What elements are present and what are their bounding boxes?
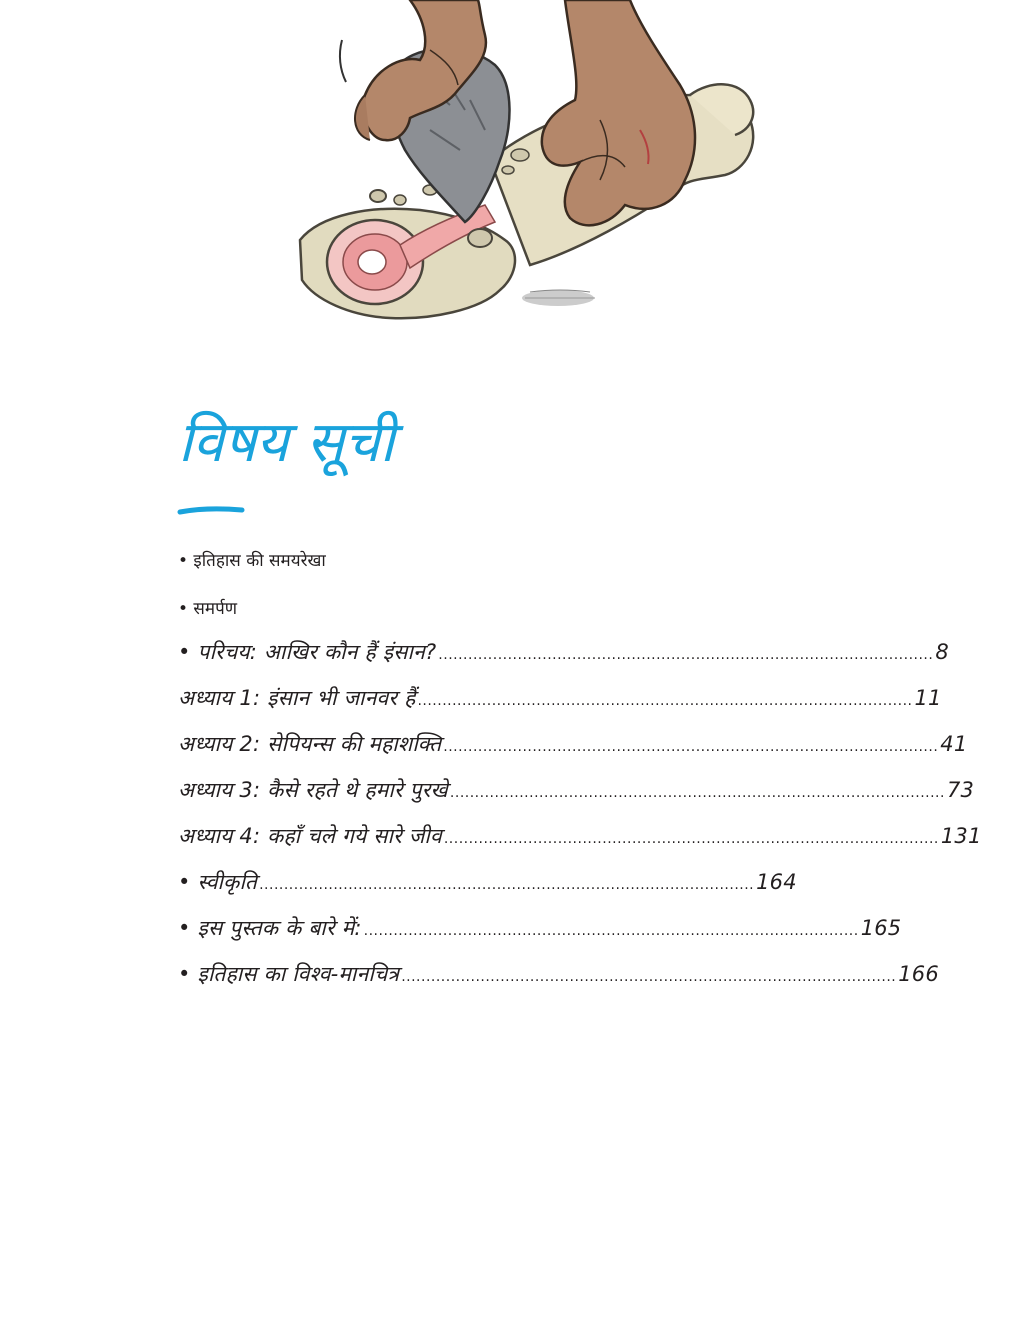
toc-entry-label: अध्याय 4: कहाँ चले गये सारे जीव	[178, 824, 442, 848]
dot-leader: ....................................................................................................	[363, 923, 859, 939]
toc-entry-label: • इतिहास का विश्व-मानचित्र	[178, 962, 400, 986]
dot-leader: ....................................................................................................	[259, 877, 755, 893]
toc-entry-page: 164	[756, 870, 797, 894]
toc-entry-page: 73	[946, 778, 975, 802]
toc-entry-page: 8	[935, 640, 949, 664]
toc-entry-about-book[interactable]	[178, 914, 902, 942]
toc-entry-chapter-4[interactable]	[178, 822, 982, 850]
toc-entry-label: अध्याय 1: इंसान भी जानवर हैं	[178, 686, 416, 710]
dot-leader: ....................................................................................................	[449, 785, 945, 801]
toc-entry-page: 41	[940, 732, 968, 756]
toc-entry-page: 166	[898, 962, 939, 986]
toc-entry-chapter-3[interactable]	[178, 776, 975, 804]
toc-entry-page: 11	[914, 686, 942, 710]
dot-leader: ....................................................................................................	[443, 831, 939, 847]
toc-entry-page: 165	[860, 916, 902, 940]
toc-entry-chapter-1[interactable]	[178, 684, 942, 712]
dot-leader: ....................................................................................................	[443, 739, 939, 755]
toc-entry-world-map[interactable]	[178, 960, 939, 988]
toc-entry-timeline[interactable]	[178, 548, 750, 571]
toc-entry-dedication[interactable]	[178, 596, 750, 619]
toc-entry-label: • परिचय: आखिर कौन हैं इंसान?	[178, 640, 437, 664]
toc-entry-label: अध्याय 2: सेपियन्स की महाशक्ति	[178, 732, 442, 756]
toc-entry-chapter-2[interactable]	[178, 730, 968, 758]
dot-leader: ....................................................................................................	[417, 693, 913, 709]
toc-entry-label: • इस पुस्तक के बारे में:	[178, 916, 362, 940]
toc-entry-introduction[interactable]	[178, 638, 949, 666]
toc-entry-page: 131	[940, 824, 982, 848]
dot-leader: ....................................................................................................	[401, 969, 897, 985]
toc-entry-label: अध्याय 3: कैसे रहते थे हमारे पुरखे	[178, 778, 448, 802]
dot-leader: ....................................................................................................	[438, 647, 934, 663]
toc-entry-label: • समर्पण	[178, 599, 238, 619]
title-underline	[178, 503, 244, 519]
toc-entry-label: • इतिहास की समयरेखा	[178, 551, 326, 571]
toc-entry-acknowledgements[interactable]	[178, 868, 797, 896]
toc-entry-label: • स्वीकृति	[178, 870, 258, 894]
hands-breaking-bone-with-stone-illustration	[280, 0, 780, 330]
toc-title: विषय सूची	[178, 410, 395, 475]
